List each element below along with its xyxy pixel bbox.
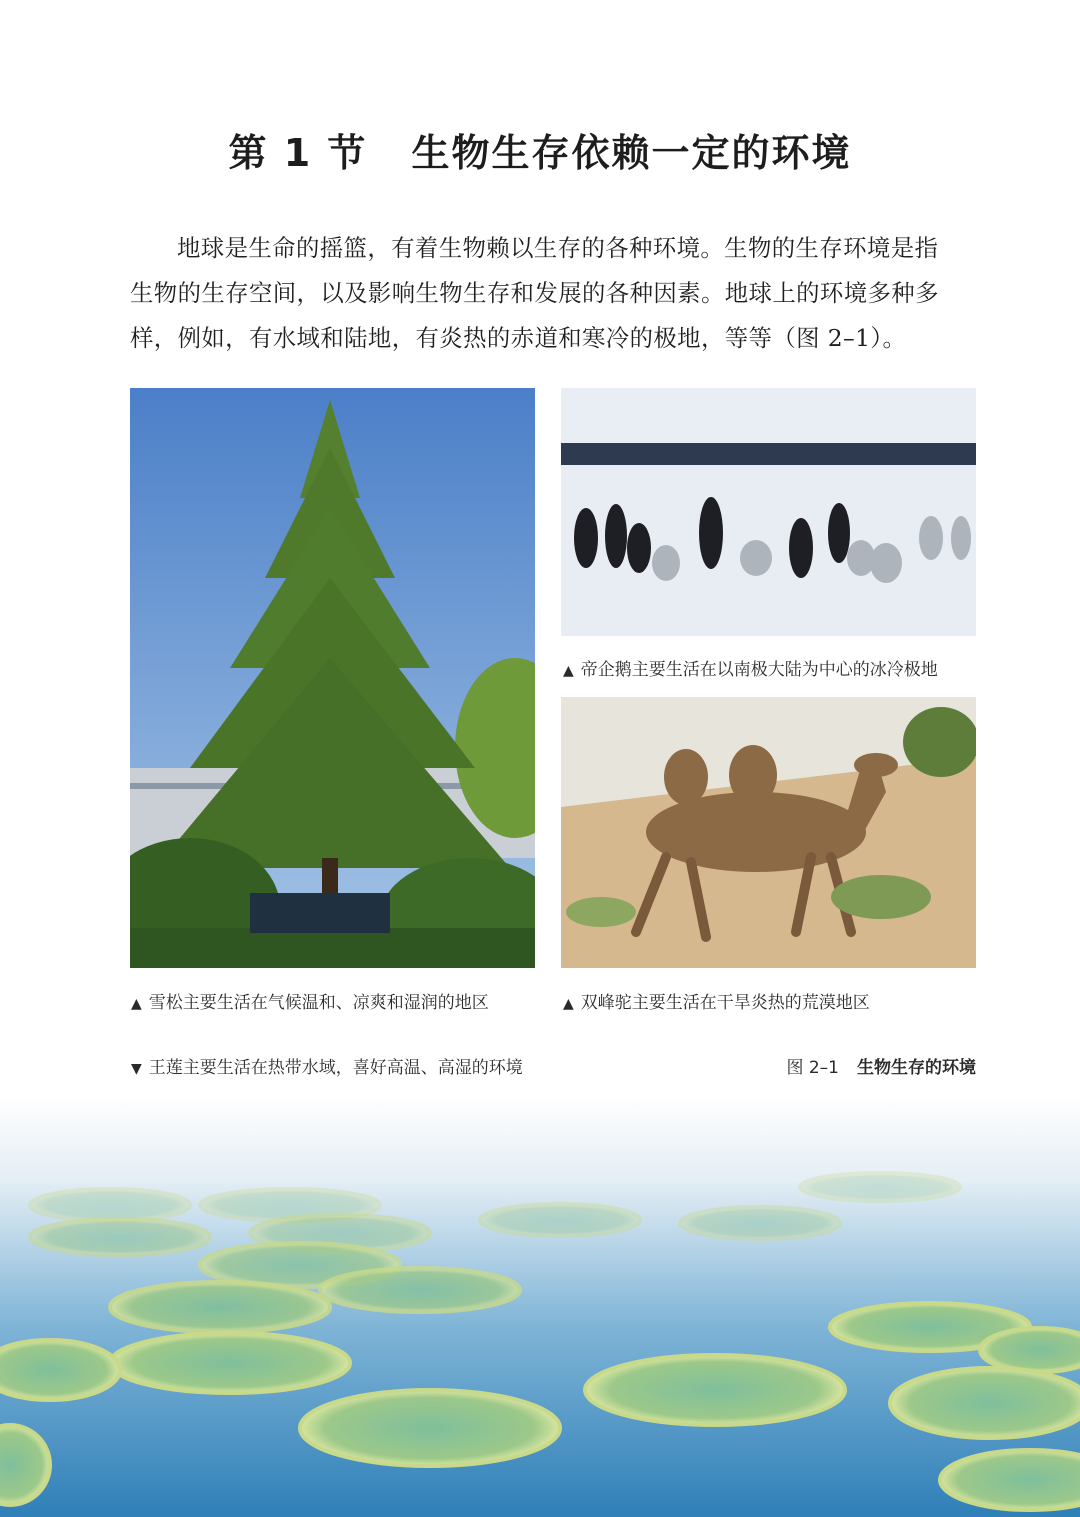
caption-text: 双峰驼主要生活在干旱炎热的荒漠地区 bbox=[580, 993, 870, 1013]
up-triangle-icon: ▲ bbox=[563, 996, 574, 1012]
section-title: 生物生存依赖一定的环境 bbox=[411, 131, 852, 175]
lotus-caption bbox=[131, 1053, 523, 1078]
caption-text: 雪松主要生活在气候温和、凉爽和湿润的地区 bbox=[148, 993, 489, 1013]
camel-photo bbox=[561, 697, 976, 968]
page-title bbox=[0, 122, 1080, 177]
down-triangle-icon: ▼ bbox=[131, 1061, 142, 1077]
up-triangle-icon: ▲ bbox=[563, 663, 574, 679]
penguin-photo bbox=[561, 388, 976, 636]
section-number: 第 1 节 bbox=[228, 131, 368, 175]
figure-label bbox=[786, 1053, 976, 1078]
caption-text: 王莲主要生活在热带水域，喜好高温、高湿的环境 bbox=[148, 1058, 523, 1078]
up-triangle-icon: ▲ bbox=[131, 996, 142, 1012]
camel-caption bbox=[563, 988, 870, 1013]
paragraph-line: 生物的生存空间，以及影响生物生存和发展的各种因素。地球上的环境多种多 bbox=[130, 279, 939, 307]
water-lily-photo bbox=[0, 1095, 1080, 1517]
figure-number: 图 2–1 bbox=[786, 1058, 839, 1078]
cedar-photo bbox=[130, 388, 535, 968]
paragraph-line: 样，例如，有水域和陆地，有炎热的赤道和寒冷的极地，等等（图 2–1）。 bbox=[130, 324, 907, 352]
intro-paragraph bbox=[130, 226, 978, 361]
caption-text: 帝企鹅主要生活在以南极大陆为中心的冰冷极地 bbox=[580, 660, 938, 680]
figure-name: 生物生存的环境 bbox=[857, 1058, 976, 1078]
cedar-caption bbox=[131, 988, 489, 1013]
paragraph-line: 地球是生命的摇篮，有着生物赖以生存的各种环境。生物的生存环境是指 bbox=[177, 234, 939, 262]
penguin-caption bbox=[563, 655, 938, 680]
